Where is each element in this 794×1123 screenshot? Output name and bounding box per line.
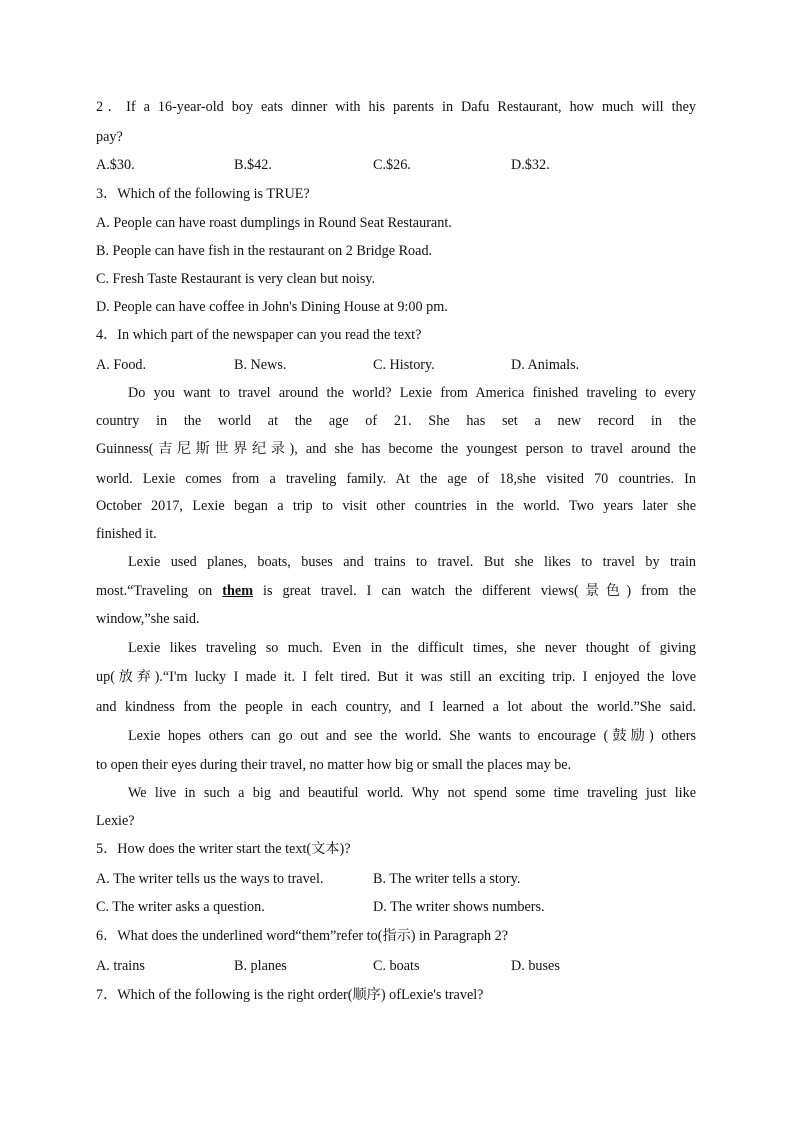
q3-option-c: C. Fresh Taste Restaurant is very clean but noisy. [96,271,376,287]
passage-p2-line-1: Lexie used planes, boats, buses and trains to travel. But she likes to travel by train [128,554,696,570]
q2-option-d: D.$32. [511,157,550,173]
underlined-word-them: them [222,583,254,599]
passage-p4-line-1: Lexie hopes others can go out and see the world. She wants to encourage (鼓励) others [128,728,696,744]
q2-line-1: 2．If a 16-year-old boy eats dinner with his parents in Dafu Restaurant, how much will they [96,99,696,115]
passage-p1-line-5: October 2017, Lexie began a trip to visit other countries in the world. Two years later she [96,498,696,514]
passage-p1-line-6: finished it. [96,526,157,542]
passage-p2-line-3: window,”she said. [96,611,200,627]
q6-question: 6．What does the underlined word“them”refer to(指示) in Paragraph 2? [96,928,509,944]
passage-p2-line-2 [96,582,696,600]
q4-option-b: B. News. [234,357,287,373]
q5-option-a: A. The writer tells us the ways to travel. [96,871,324,887]
passage-p1-line-4: world. Lexie comes from a traveling family. At the age of 18,she visited 70 countries. In [96,471,696,487]
q6-option-d: D. buses [511,958,560,974]
passage-p1-line-3: Guinness(吉尼斯世界纪录), and she has become the youngest person to travel around the [96,441,696,457]
q5-question: 5．How does the writer start the text(文本)? [96,841,351,857]
q2-line-2: pay? [96,129,123,145]
q6-option-c: C. boats [373,958,420,974]
q4-question: 4．In which part of the newspaper can you read the text? [96,327,422,343]
q7-question: 7．Which of the following is the right order(顺序) ofLexie's travel? [96,987,484,1003]
passage-p3-line-1: Lexie likes traveling so much. Even in the difficult times, she never thought of giving [128,640,696,656]
q6-option-a: A. trains [96,958,145,974]
q3-option-a: A. People can have roast dumplings in Round Seat Restaurant. [96,215,452,231]
passage-p2-line-2-start: most.“Traveling on [96,583,213,599]
q5-option-b: B. The writer tells a story. [373,871,521,887]
q5-option-c: C. The writer asks a question. [96,899,265,915]
q3-question: 3．Which of the following is TRUE? [96,186,310,202]
passage-p3-line-2: up(放弃).“I'm lucky I made it. I felt tired. But it was still an exciting trip. I enjoyed the love [96,669,696,685]
passage-p3-line-3: and kindness from the people in each country, and I learned a lot about the world.”She said. [96,699,696,715]
q4-option-d: D. Animals. [511,357,580,373]
q3-option-d: D. People can have coffee in John's Dining House at 9:00 pm. [96,299,448,315]
q2-option-c: C.$26. [373,157,411,173]
passage-p1-line-1: Do you want to travel around the world? Lexie from America finished traveling to every [128,385,696,401]
q2-option-b: B.$42. [234,157,272,173]
passage-p4-line-2: to open their eyes during their travel, no matter how big or small the places may be. [96,757,572,773]
passage-p5-line-2: Lexie? [96,813,135,829]
q2-option-a: A.$30. [96,157,135,173]
passage-p1-line-2: country in the world at the age of 21. She has set a new record in the [96,413,696,429]
q6-option-b: B. planes [234,958,287,974]
q4-option-a: A. Food. [96,357,147,373]
passage-p2-line-2-end: is great travel. I can watch the different views(景色) from the [263,583,697,599]
passage-p5-line-1: We live in such a big and beautiful world. Why not spend some time traveling just like [128,785,696,801]
q4-option-c: C. History. [373,357,435,373]
q5-option-d: D. The writer shows numbers. [373,899,545,915]
q3-option-b: B. People can have fish in the restaurant on 2 Bridge Road. [96,243,433,259]
